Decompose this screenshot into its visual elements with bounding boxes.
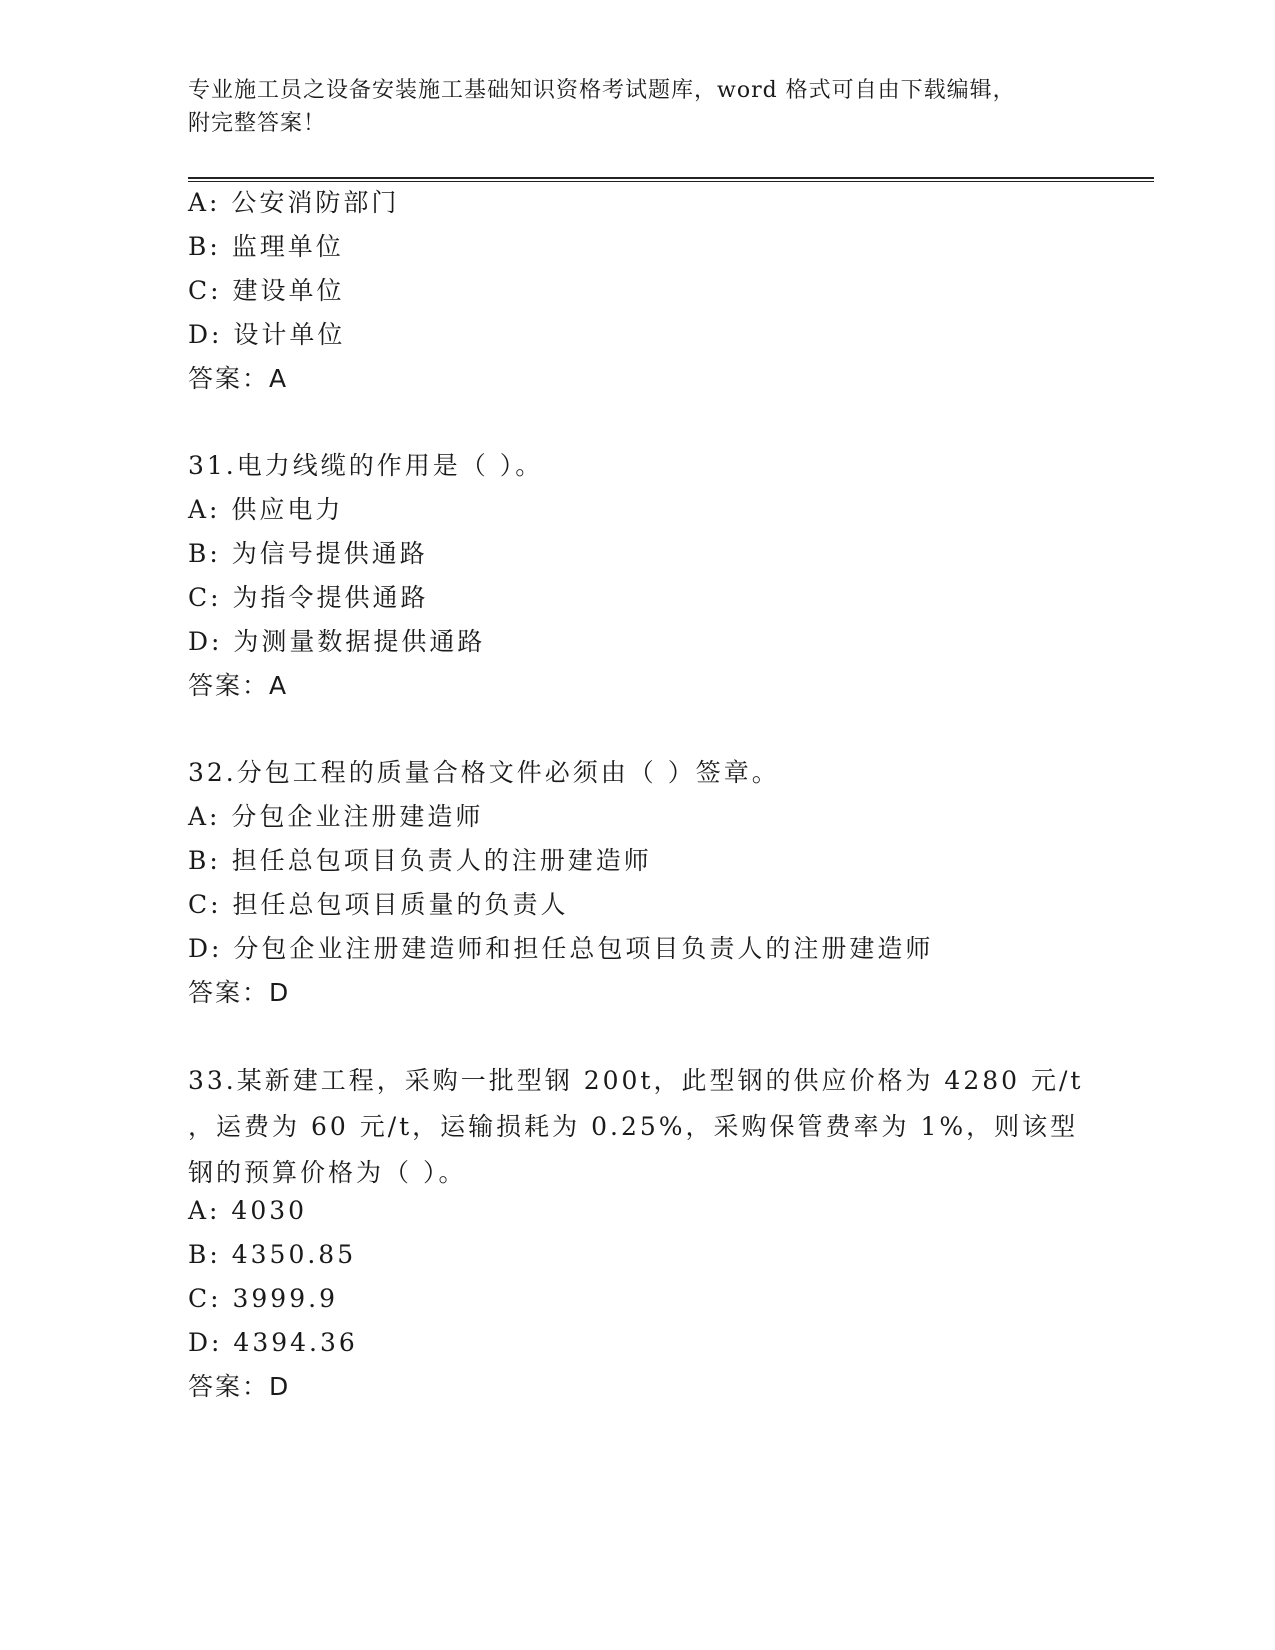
- q31-option-d: D: 为测量数据提供通路: [188, 627, 486, 656]
- q30-option-a: A: 公安消防部门: [188, 188, 400, 217]
- q30-answer: 答案：A: [188, 364, 289, 393]
- q33-stem-line-1: 33.某新建工程，采购一批型钢 200t，此型钢的供应价格为 4280 元/t: [188, 1066, 1084, 1095]
- q33-option-a: A: 4030: [188, 1196, 308, 1225]
- header-line-1: 专业施工员之设备安装施工基础知识资格考试题库，word 格式可自由下载编辑，: [188, 78, 1016, 103]
- q31-option-b: B: 为信号提供通路: [188, 539, 428, 568]
- q30-option-d: D: 设计单位: [188, 320, 346, 349]
- q33-stem-line-3: 钢的预算价格为（ ）。: [188, 1158, 467, 1187]
- q31-option-a: A: 供应电力: [188, 495, 344, 524]
- q31-option-c: C: 为指令提供通路: [188, 583, 429, 612]
- q32-option-b: B: 担任总包项目负责人的注册建造师: [188, 846, 652, 875]
- q31-answer: 答案：A: [188, 671, 289, 700]
- q32-stem: 32.分包工程的质量合格文件必须由（ ）签章。: [188, 758, 780, 787]
- q33-answer: 答案：D: [188, 1372, 291, 1401]
- header-line-2: 附完整答案！: [188, 111, 327, 136]
- q33-stem: [188, 1058, 1084, 1196]
- q33-stem-line-2: ，运费为 60 元/t，运输损耗为 0.25%，采购保管费率为 1%，则该型: [188, 1112, 1079, 1141]
- document-header: [188, 74, 1088, 140]
- q31-stem: 31.电力线缆的作用是（ ）。: [188, 451, 544, 480]
- q30-option-b: B: 监理单位: [188, 232, 344, 261]
- header-divider: [188, 177, 1154, 182]
- q32-option-d: D: 分包企业注册建造师和担任总包项目负责人的注册建造师: [188, 934, 934, 963]
- q33-option-c: C: 3999.9: [188, 1284, 338, 1313]
- q33-option-b: B: 4350.85: [188, 1240, 357, 1269]
- q30-option-c: C: 建设单位: [188, 276, 345, 305]
- q32-answer: 答案：D: [188, 978, 291, 1007]
- q32-option-c: C: 担任总包项目质量的负责人: [188, 890, 569, 919]
- q33-option-d: D: 4394.36: [188, 1328, 358, 1357]
- q32-option-a: A: 分包企业注册建造师: [188, 802, 484, 831]
